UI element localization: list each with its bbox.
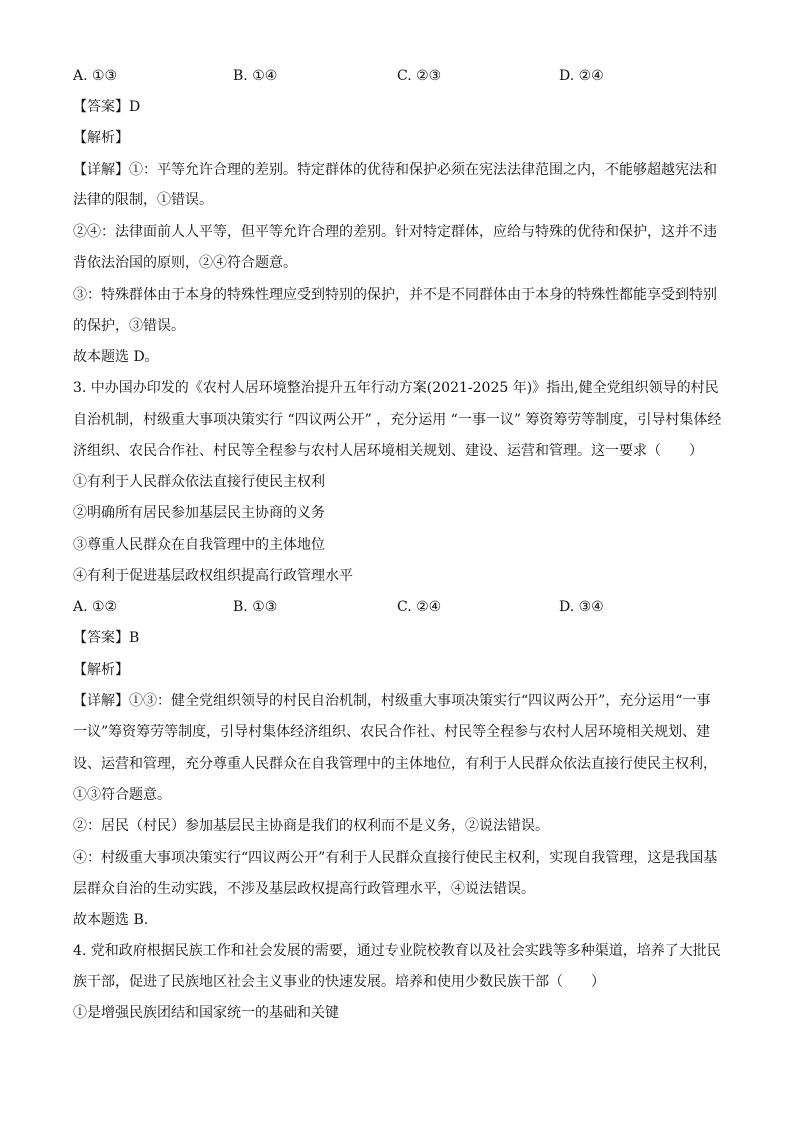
q3-statement: ①有利于人民群众依法直接行使民主权利 (73, 474, 325, 490)
q3-detail-line: ④：村级重大事项决策实行“四议两公开”有利于人民群众直接行使民主权利，实现自我管理，这是我国基 (73, 850, 718, 866)
q3-conclusion: 故本题选 B. (73, 912, 149, 928)
q2-answer: 【答案】D (73, 99, 141, 115)
q2-detail-line: 背依法治国的原则，②④符合题意。 (73, 255, 297, 271)
q2-conclusion: 故本题选 D。 (73, 349, 159, 365)
q2-detail-line: ②④：法律面前人人平等，但平等允许合理的差别。针对特定群体，应给与特殊的优待和保护，这并不违 (73, 224, 717, 240)
q2-detail-line: 法律的限制，①错误。 (73, 192, 213, 208)
q3-statement: ③尊重人民群众在自我管理中的主体地位 (73, 537, 325, 553)
q3-option-c: C. ②④ (397, 599, 442, 615)
q3-detail-line: ②：居民（村民）参加基层民主协商是我们的权利而不是义务，②说法错误。 (73, 818, 549, 834)
q3-detail-line: 一议”筹资筹劳等制度，引导村集体经济组织、农民合作社、村民等全程参与农村人居环境相关规划、建 (73, 724, 711, 740)
q3-detail-line: 层群众自治的生动实践，不涉及基层政权提高行政管理水平，④说法错误。 (73, 881, 535, 897)
q3-detail-line: 设、运营和管理，充分尊重人民群众在自我管理中的主体地位，有利于人民群众依法直接行使民主权利， (73, 756, 717, 772)
q2-detail-line: ③：特殊群体由于本身的特殊性理应受到特别的保护，并不是不同群体由于本身的特殊性都能享受到特别 (73, 287, 717, 303)
q3-statement: ②明确所有居民参加基层民主协商的义务 (73, 505, 325, 521)
q3-statement: ④有利于促进基层政权组织提高行政管理水平 (73, 568, 353, 584)
q2-option-b: B. ①④ (233, 68, 278, 84)
q4-statement: ①是增强民族团结和国家统一的基础和关键 (73, 1005, 339, 1021)
q4-stem-line: 族干部，促进了民族地区社会主义事业的快速发展。培养和使用少数民族干部（ ） (73, 974, 605, 990)
q3-detail-line: 【详解】①③：健全党组织领导的村民自治机制，村级重大事项决策实行“四议两公开”，充分运用“一事 (73, 693, 711, 709)
q3-stem-line: 3. 中办国办印发的《农村人居环境整治提升五年行动方案(2021-2025 年)》指出,健全党组织领导的村民 (73, 380, 719, 396)
q2-option-d: D. ②④ (559, 68, 604, 84)
q3-stem-line: 济组织、农民合作社、村民等全程参与农村人居环境相关规划、建设、运营和管理。这一要求（ ） (73, 443, 703, 459)
q3-option-a: A. ①② (73, 599, 118, 615)
q3-stem-line: 自治机制，村级重大事项决策实行 “四议两公开” ，充分运用 “一事一议” 筹资筹劳等制度，引导村集体经 (73, 412, 722, 428)
q3-option-d: D. ③④ (559, 599, 604, 615)
q3-detail-line: ①③符合题意。 (73, 787, 171, 803)
q2-detail-line: 【详解】①：平等允许合理的差别。特定群体的优待和保护必须在宪法法律范围之内，不能够超越宪法和 (73, 162, 717, 178)
q2-analysis-label: 【解析】 (73, 130, 129, 146)
q4-stem-line: 4. 党和政府根据民族工作和社会发展的需要，通过专业院校教育以及社会实践等多种渠道，培养了大批民 (73, 943, 721, 959)
q2-detail-line: 的保护，③错误。 (73, 318, 185, 334)
q3-option-b: B. ①③ (233, 599, 278, 615)
q3-answer: 【答案】B (73, 630, 140, 646)
q3-analysis-label: 【解析】 (73, 662, 129, 678)
q2-option-c: C. ②③ (397, 68, 442, 84)
q2-option-a: A. ①③ (73, 68, 118, 84)
